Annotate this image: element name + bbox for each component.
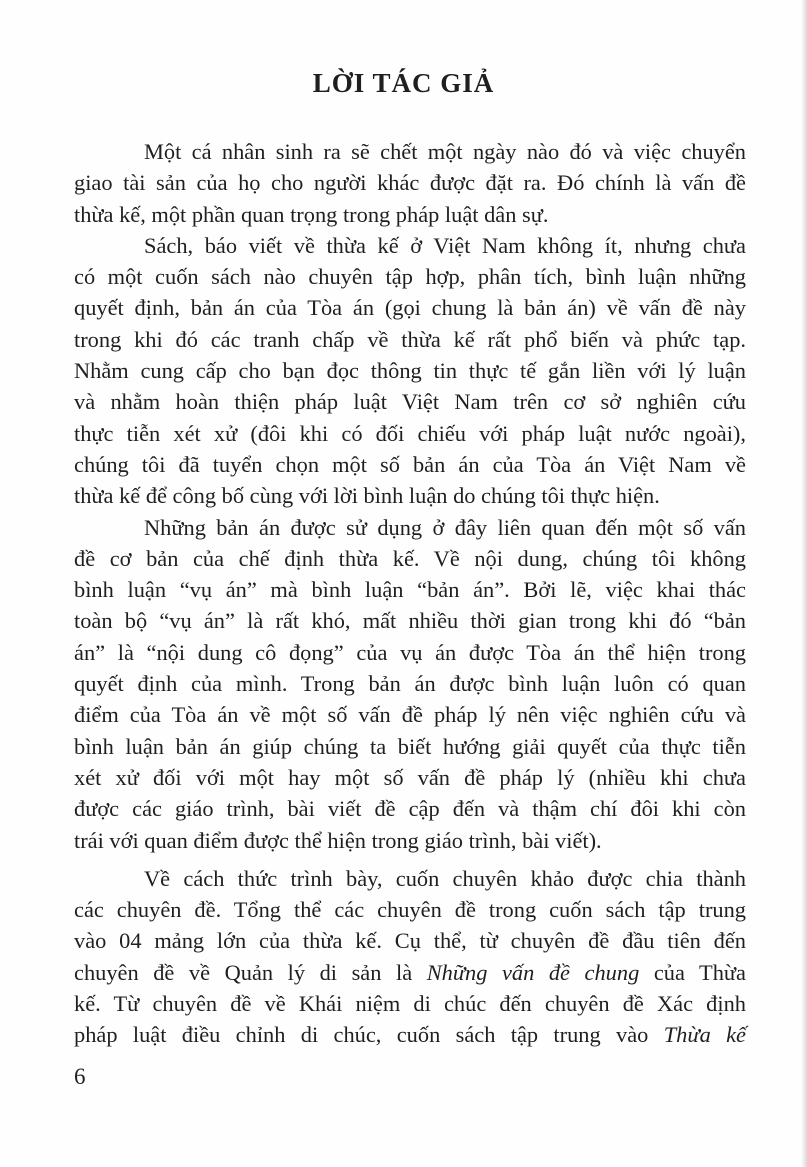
text-line [74, 1019, 746, 1050]
text-line: vào 04 mảng lớn của thừa kế. Cụ thể, từ chuyên đề đầu tiên đến [74, 928, 746, 954]
paragraph-1 [74, 136, 746, 230]
text-line: các chuyên đề. Tổng thể các chuyên đề trong cuốn sách tập trung [74, 897, 746, 923]
page-title: LỜI TÁC GIẢ [312, 68, 495, 98]
paragraph-2 [74, 230, 746, 512]
text-segment: chuyên đề về Quản lý di sản là [74, 959, 427, 985]
text-line: bình luận bản án giúp chúng ta biết hướng giải quyết của thực tiễn [74, 733, 746, 759]
text-line: quyết định của mình. Trong bản án được bình luận luôn có quan [74, 671, 746, 697]
text-line: bình luận “vụ án” mà bình luận “bản án”. Bởi lẽ, việc khai thác [74, 577, 746, 603]
page-number: 6 [74, 1064, 86, 1089]
text-line: trong khi đó các tranh chấp về thừa kế rất phổ biến và phức tạp. [74, 326, 746, 352]
text-line: thừa kế, một phần quan trọng trong pháp luật dân sự. [74, 201, 549, 227]
text-line: kế. Từ chuyên đề về Khái niệm di chúc đến chuyên đề Xác định [74, 991, 746, 1017]
text-line [74, 957, 746, 988]
paragraph-4 [74, 863, 746, 1051]
text-line: giao tài sản của họ cho người khác được đặt ra. Đó chính là vấn đề [74, 170, 746, 196]
body-text [74, 136, 746, 1051]
text-line: điểm của Tòa án về một số vấn đề pháp lý nên việc nghiên cứu và [74, 702, 746, 728]
text-line: Nhằm cung cấp cho bạn đọc thông tin thực tế gắn liền với lý luận [74, 358, 746, 384]
text-line: xét xử đối với một hay một số vấn đề pháp lý (nhiều khi chưa [74, 764, 746, 790]
text-line: thừa kế để công bố cùng với lời bình luận do chúng tôi thực hiện. [74, 483, 660, 509]
text-line: chúng tôi đã tuyển chọn một số bản án của Tòa án Việt Nam về [74, 451, 746, 477]
text-line: Sách, báo viết về thừa kế ở Việt Nam không ít, nhưng chưa [144, 232, 746, 258]
paragraph-3 [74, 512, 746, 856]
text-line: đề cơ bản của chế định thừa kế. Về nội dung, chúng tôi không [74, 545, 746, 571]
text-line: Một cá nhân sinh ra sẽ chết một ngày nào đó và việc chuyển [144, 139, 746, 164]
italic-phrase: Những vấn đề chung [426, 959, 640, 985]
text-line: Những bản án được sử dụng ở đây liên quan đến một số vấn [144, 514, 746, 540]
text-line: án” là “nội dung cô đọng” của vụ án được Tòa án thể hiện trong [74, 639, 746, 665]
text-line: có một cuốn sách nào chuyên tập hợp, phân tích, bình luận những [74, 264, 746, 290]
text-line: quyết định, bản án của Tòa án (gọi chung là bản án) về vấn đề này [74, 295, 746, 321]
text-line: thực tiễn xét xử (đôi khi có đối chiếu với pháp luật nước ngoài), [74, 420, 746, 446]
text-line: toàn bộ “vụ án” là rất khó, mất nhiều thời gian trong khi đó “bản [74, 608, 746, 634]
text-line: và nhằm hoàn thiện pháp luật Việt Nam trên cơ sở nghiên cứu [74, 389, 746, 415]
text-segment: pháp luật điều chỉnh di chúc, cuốn sách tập trung vào [74, 1022, 664, 1048]
text-line: được các giáo trình, bài viết đề cập đến và thậm chí đôi khi còn [74, 796, 746, 822]
italic-phrase: Thừa kế [663, 1022, 746, 1048]
text-segment: của Thừa [639, 959, 746, 985]
text-line: trái với quan điểm được thể hiện trong giáo trình, bài viết). [74, 827, 602, 853]
page-edge-shadow [801, 0, 807, 1167]
text-line: Về cách thức trình bày, cuốn chuyên khảo được chia thành [144, 865, 746, 891]
